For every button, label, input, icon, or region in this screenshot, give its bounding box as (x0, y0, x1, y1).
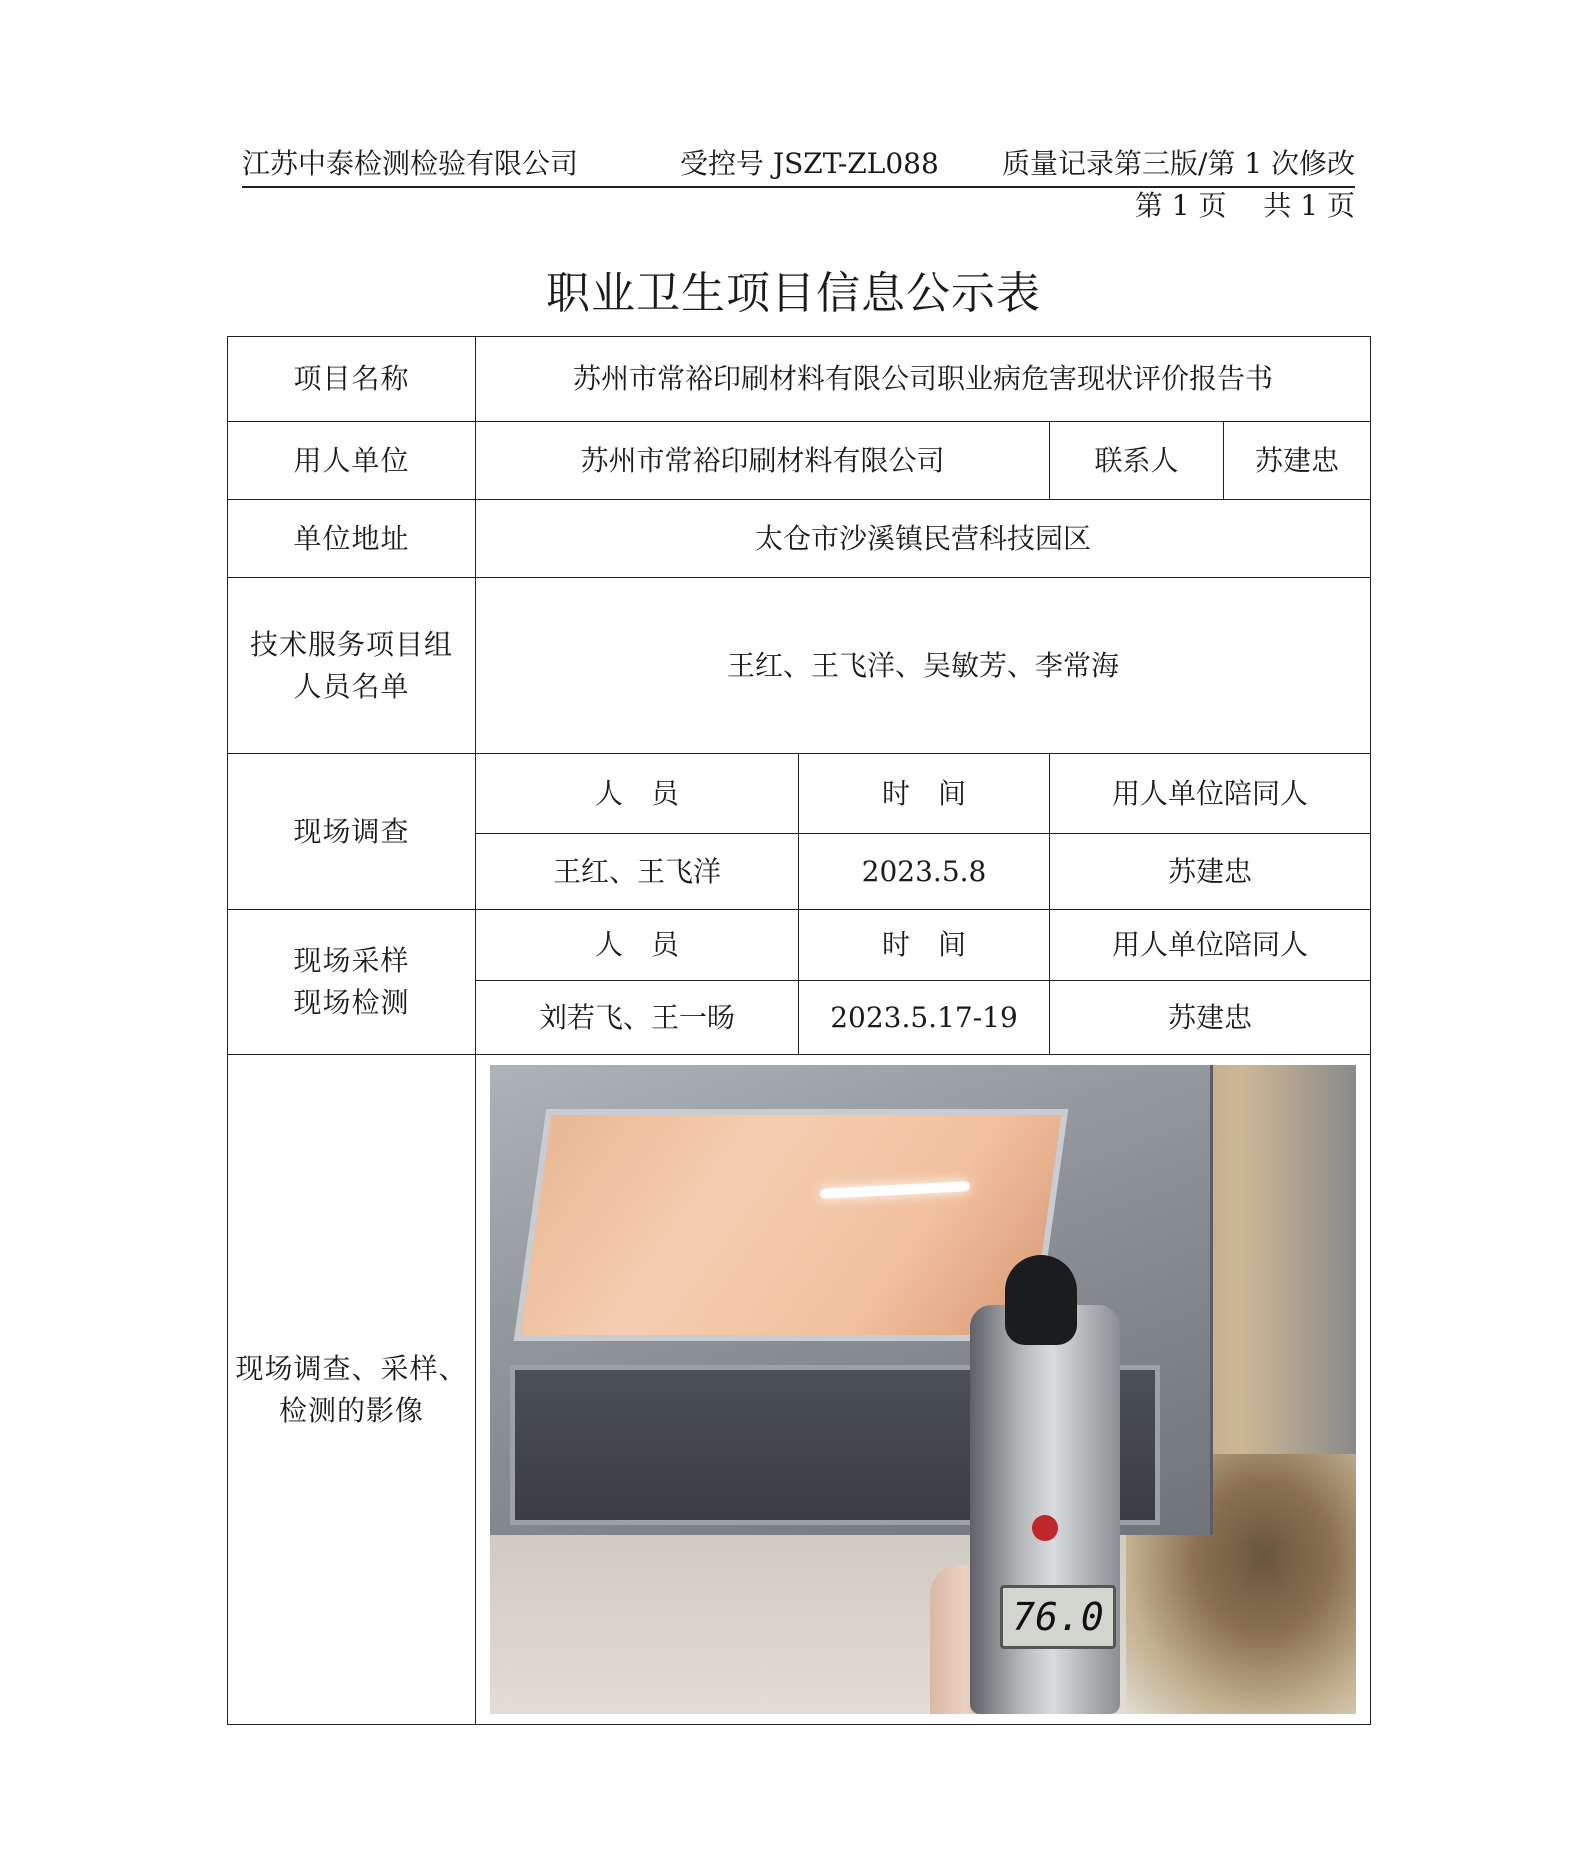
team-label-line1: 技术服务项目组 (249, 627, 453, 661)
site-images-label-line1: 现场调查、采样、 (235, 1351, 468, 1385)
row-team (228, 578, 1371, 754)
sampling-col-personnel: 人 员 (476, 910, 799, 981)
employer-value: 苏州市常裕印刷材料有限公司 (476, 422, 1050, 500)
record-version: 质量记录第三版/第 1 次修改 (1001, 147, 1355, 180)
team-label-line2: 人员名单 (293, 669, 410, 703)
project-name-label: 项目名称 (228, 337, 476, 422)
page-title: 职业卫生项目信息公示表 (546, 268, 1041, 319)
sampling-col-time: 时 间 (799, 910, 1050, 981)
sampling-col-escort: 用人单位陪同人 (1050, 910, 1371, 981)
sampling-label (228, 910, 476, 1055)
row-employer (228, 422, 1371, 500)
survey-escort: 苏建忠 (1050, 834, 1371, 910)
contact-value: 苏建忠 (1224, 422, 1371, 500)
sampling-label-line2: 现场检测 (293, 986, 410, 1019)
page-info: 第 1 页 共 1 页 (1134, 189, 1355, 222)
address-label: 单位地址 (228, 500, 476, 578)
row-site-images (228, 1055, 1371, 1725)
site-images-label-line2: 检测的影像 (278, 1393, 424, 1427)
document-header (242, 146, 1355, 188)
survey-time: 2023.5.8 (799, 834, 1050, 910)
team-label (228, 578, 476, 754)
sound-level-meter (970, 1305, 1120, 1714)
row-address (228, 500, 1371, 578)
row-sampling-header (228, 910, 1371, 981)
survey-col-personnel: 人 员 (476, 754, 799, 834)
sampling-label-line1: 现场采样 (293, 944, 410, 977)
contact-label: 联系人 (1050, 422, 1224, 500)
site-photo (490, 1065, 1356, 1714)
info-table (227, 336, 1371, 1725)
survey-col-time: 时 间 (799, 754, 1050, 834)
meter-button-icon (1032, 1515, 1058, 1541)
meter-microphone-icon (1005, 1255, 1077, 1345)
employer-label: 用人单位 (228, 422, 476, 500)
sampling-personnel: 刘若飞、王一旸 (476, 981, 799, 1055)
survey-label: 现场调查 (228, 754, 476, 910)
company-name: 江苏中泰检测检验有限公司 (242, 147, 579, 180)
sampling-time: 2023.5.17-19 (799, 981, 1050, 1055)
site-photo-cell (476, 1055, 1371, 1725)
address-value: 太仓市沙溪镇民营科技园区 (476, 500, 1371, 578)
site-images-label (228, 1055, 476, 1725)
survey-personnel: 王红、王飞洋 (476, 834, 799, 910)
project-name-value: 苏州市常裕印刷材料有限公司职业病危害现状评价报告书 (476, 337, 1371, 422)
control-number: 受控号 JSZT-ZL088 (680, 147, 939, 180)
survey-col-escort: 用人单位陪同人 (1050, 754, 1371, 834)
meter-display: 76.0 (1000, 1585, 1116, 1649)
sampling-escort: 苏建忠 (1050, 981, 1371, 1055)
row-survey-header (228, 754, 1371, 834)
team-members-value: 王红、王飞洋、吴敏芳、李常海 (476, 578, 1371, 754)
row-project-name (228, 337, 1371, 422)
